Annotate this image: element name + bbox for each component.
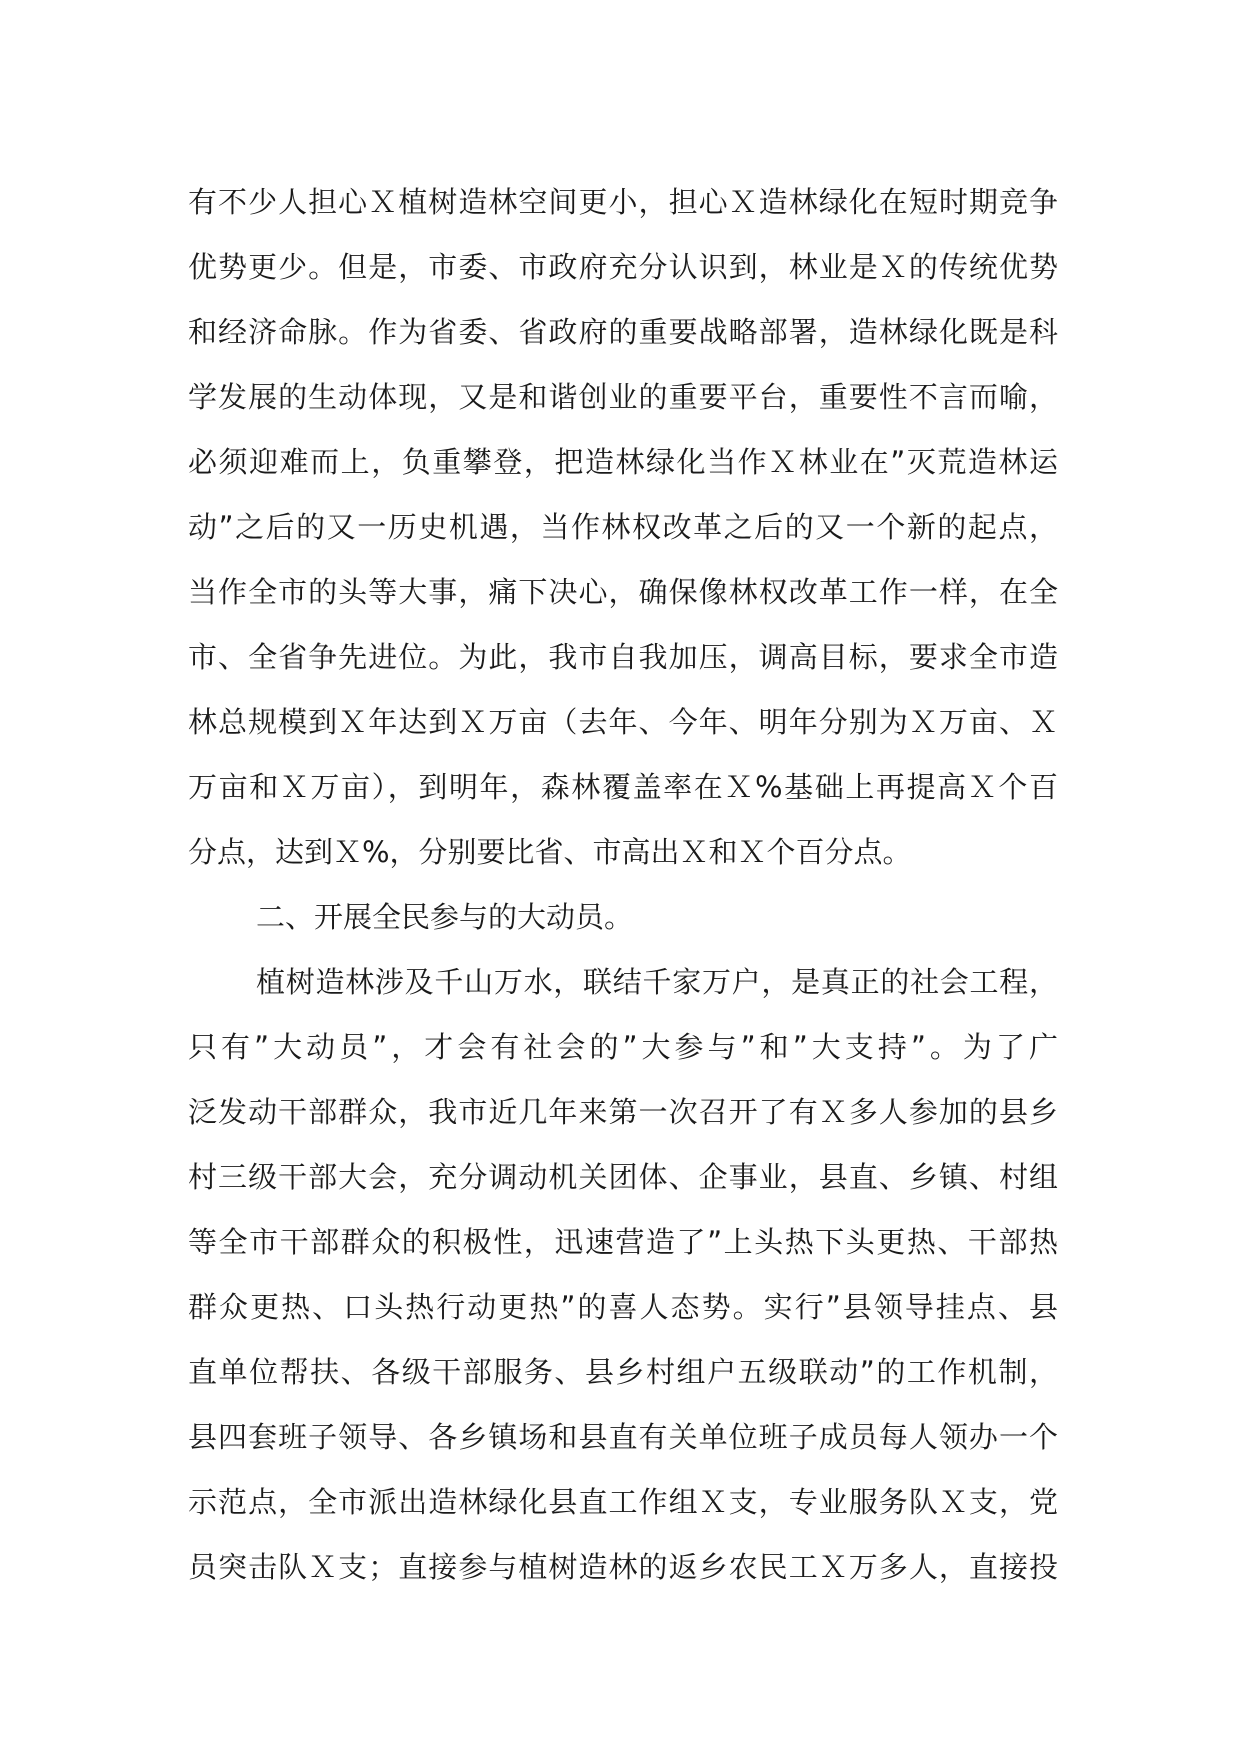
text-line: 优势更少。但是，市委、市政府充分认识到，林业是Ｘ的传统优势 (188, 250, 1058, 284)
text-line: 必须迎难而上，负重攀登，把造林绿化当作Ｘ林业在”灭荒造林运 (188, 445, 1058, 479)
text-line: 群众更热、口头热行动更热”的喜人态势。实行”县领导挂点、县 (188, 1290, 1058, 1324)
text-line: 直单位帮扶、各级干部服务、县乡村组户五级联动”的工作机制， (188, 1355, 1058, 1389)
text-line: 员突击队Ｘ支；直接参与植树造林的返乡农民工Ｘ万多人，直接投 (188, 1550, 1058, 1584)
text-line: 当作全市的头等大事，痛下决心，确保像林权改革工作一样，在全 (188, 575, 1058, 609)
text-line: 动”之后的又一历史机遇，当作林权改革之后的又一个新的起点， (188, 510, 1058, 544)
text-line: 村三级干部大会，充分调动机关团体、企事业，县直、乡镇、村组 (188, 1160, 1058, 1194)
text-line: 万亩和Ｘ万亩），到明年，森林覆盖率在Ｘ%基础上再提高Ｘ个百 (188, 770, 1058, 804)
text-line: 等全市干部群众的积极性，迅速营造了”上头热下头更热、干部热 (188, 1225, 1058, 1259)
text-line: 只有”大动员”，才会有社会的”大参与”和”大支持”。为了广 (188, 1030, 1058, 1064)
text-line: 和经济命脉。作为省委、省政府的重要战略部署，造林绿化既是科 (188, 315, 1058, 349)
text-line: 示范点，全市派出造林绿化县直工作组Ｘ支，专业服务队Ｘ支，党 (188, 1485, 1058, 1519)
text-line: 县四套班子领导、各乡镇场和县直有关单位班子成员每人领办一个 (188, 1420, 1058, 1454)
text-line: 二、开展全民参与的大动员。 (256, 900, 634, 934)
text-line: 学发展的生动体现，又是和谐创业的重要平台，重要性不言而喻， (188, 380, 1058, 414)
text-line: 分点，达到Ｘ%，分别要比省、市高出Ｘ和Ｘ个百分点。 (188, 835, 912, 869)
body-text (188, 170, 1058, 1600)
text-line: 林总规模到Ｘ年达到Ｘ万亩（去年、今年、明年分别为Ｘ万亩、Ｘ (188, 705, 1058, 739)
text-line: 有不少人担心Ｘ植树造林空间更小，担心Ｘ造林绿化在短时期竞争 (188, 185, 1058, 219)
text-line: 泛发动干部群众，我市近几年来第一次召开了有Ｘ多人参加的县乡 (188, 1095, 1058, 1129)
text-line: 市、全省争先进位。为此，我市自我加压，调高目标，要求全市造 (188, 640, 1058, 674)
text-line: 植树造林涉及千山万水，联结千家万户，是真正的社会工程， (256, 965, 1058, 999)
